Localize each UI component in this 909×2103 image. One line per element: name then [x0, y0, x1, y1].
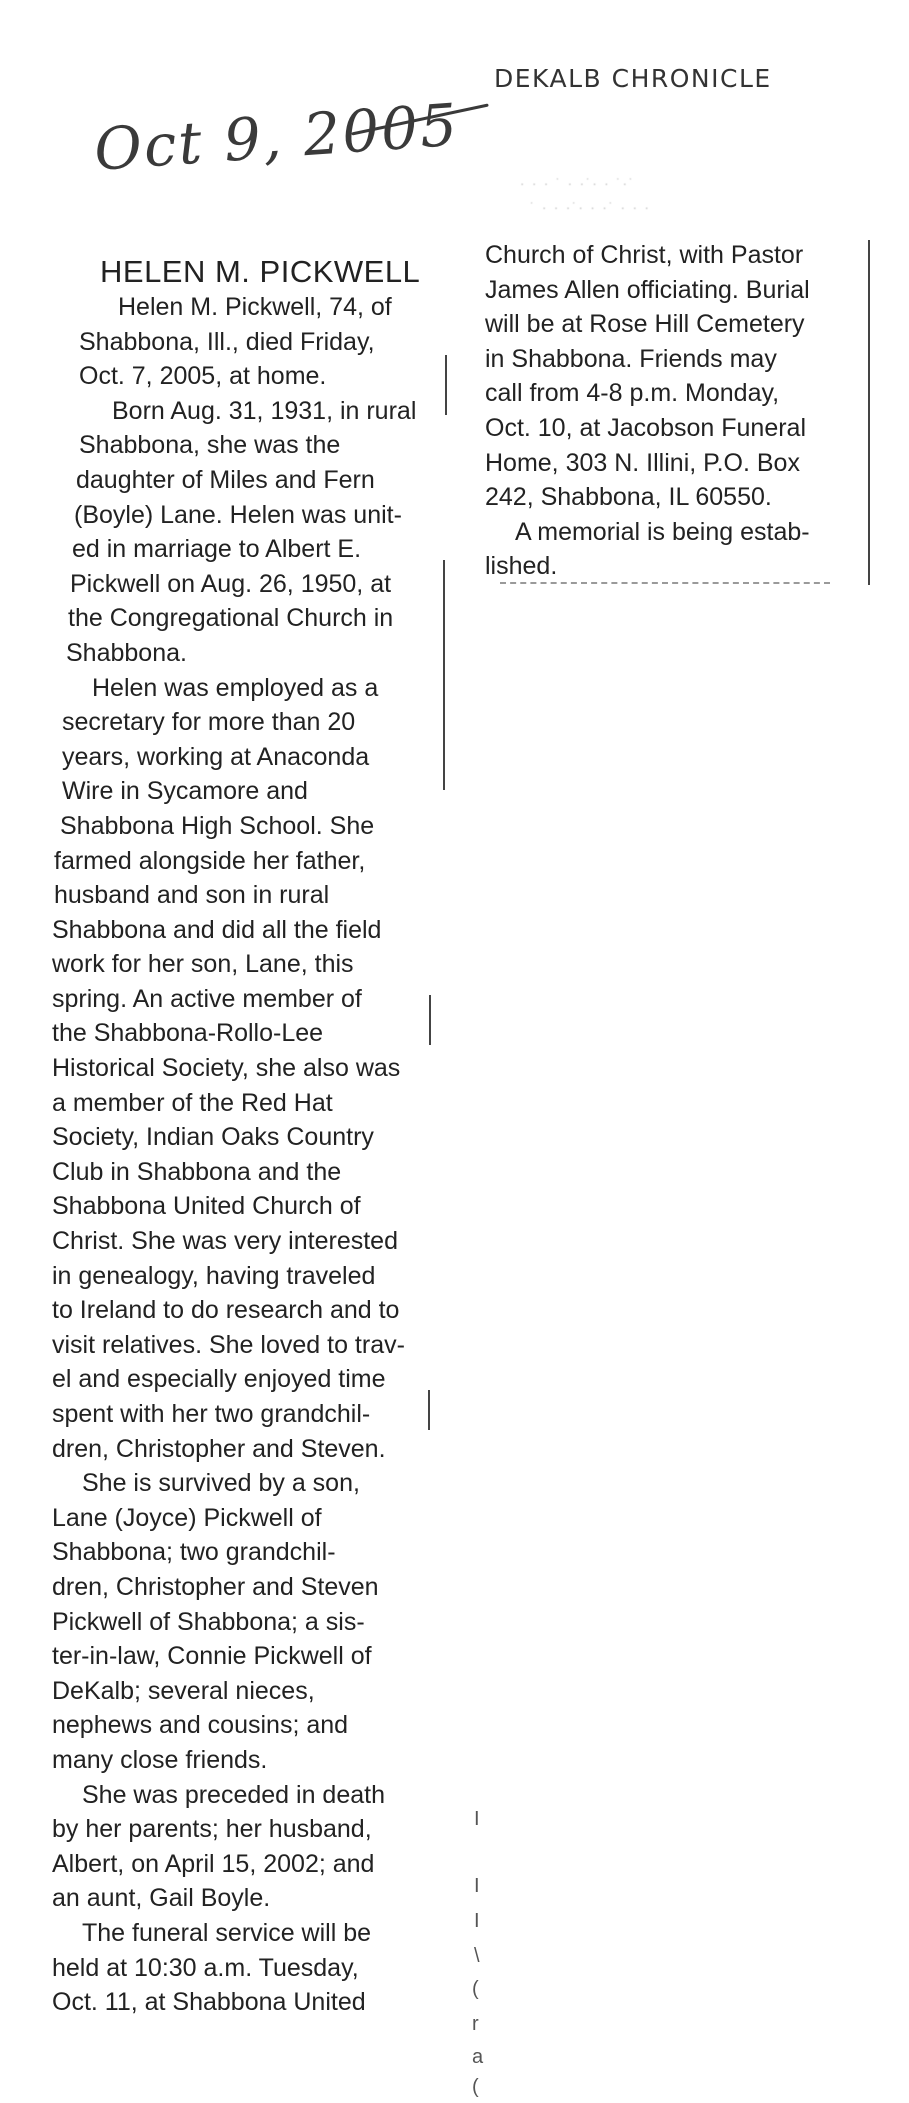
text-line: Shabbona and did all the field — [52, 915, 382, 944]
masthead: DEKALB CHRONICLE — [494, 64, 772, 93]
obituary-headline: HELEN M. PICKWELL — [100, 254, 421, 289]
text-line: the Congregational Church in — [68, 604, 394, 633]
margin-fragment: I — [474, 1875, 480, 1897]
obituary-left-column — [52, 290, 452, 2020]
text-line: Oct. 11, at Shabbona United — [52, 1988, 366, 2017]
text-line: (Boyle) Lane. Helen was unit- — [74, 500, 402, 529]
margin-fragment: I — [474, 1808, 480, 1830]
text-line: Society, Indian Oaks Country — [52, 1123, 374, 1152]
text-line: Albert, on April 15, 2002; and — [52, 1849, 375, 1878]
text-line: nephews and cousins; and — [52, 1711, 349, 1740]
text-line: work for her son, Lane, this — [52, 950, 354, 979]
text-line: Wire in Sycamore and — [62, 777, 308, 806]
text-line: James Allen officiating. Burial — [485, 275, 810, 304]
text-line: spring. An active member of — [52, 984, 362, 1013]
text-line: She is survived by a son, — [82, 1469, 360, 1498]
text-line: husband and son in rural — [54, 881, 330, 910]
text-line: Lane (Joyce) Pickwell of — [52, 1503, 322, 1532]
faint-bleedthrough-text: ˙ · · ·˙· · ·˙ · · · — [530, 200, 651, 215]
column-rule — [868, 240, 870, 585]
text-line: will be at Rose Hill Cemetery — [485, 310, 805, 339]
margin-fragment: ( — [472, 2076, 479, 2098]
text-line: ed in marriage to Albert E. — [72, 535, 362, 564]
text-line: call from 4-8 p.m. Monday, — [485, 379, 780, 408]
text-line: DeKalb; several nieces, — [52, 1676, 315, 1705]
margin-fragment: ( — [472, 1978, 479, 2000]
text-line: Pickwell on Aug. 26, 1950, at — [70, 569, 392, 598]
text-line: many close friends. — [52, 1745, 268, 1774]
text-line: the Shabbona-Rollo-Lee — [52, 1019, 324, 1048]
faint-bleedthrough-text: · · · ˙ · ·˙· · ˙·˙ — [520, 176, 636, 191]
text-line: farmed alongside her father, — [54, 846, 366, 875]
margin-fragment: r — [472, 2013, 479, 2035]
text-line: Shabbona United Church of — [52, 1192, 361, 1221]
text-line: Oct. 10, at Jacobson Funeral — [485, 413, 807, 442]
text-line: spent with her two grandchil- — [52, 1400, 371, 1428]
text-line: 242, Shabbona, IL 60550. — [485, 483, 772, 512]
margin-fragment: a — [472, 2046, 484, 2068]
text-line: Historical Society, she also was — [52, 1054, 401, 1083]
text-line: daughter of Miles and Fern — [76, 465, 375, 494]
text-line: to Ireland to do research and to — [52, 1296, 400, 1325]
text-line: Pickwell of Shabbona; a sis- — [52, 1607, 365, 1636]
text-line: an aunt, Gail Boyle. — [52, 1884, 271, 1913]
text-line: The funeral service will be — [82, 1918, 372, 1947]
column-rule — [443, 560, 445, 790]
text-line: by her parents; her husband, — [52, 1815, 372, 1844]
text-line: Shabbona; two grandchil- — [52, 1538, 336, 1567]
text-line: Church of Christ, with Pastor — [485, 241, 804, 269]
text-line: dren, Christopher and Steven. — [52, 1434, 386, 1463]
text-line: Helen was employed as a — [92, 673, 379, 702]
text-line: Shabbona, Ill., died Friday, — [79, 327, 375, 356]
column-rule — [429, 995, 431, 1045]
text-line: Helen M. Pickwell, 74, of — [118, 293, 392, 321]
text-line: A memorial is being estab- — [515, 517, 810, 546]
text-line: visit relatives. She loved to trav- — [52, 1330, 405, 1359]
text-line: Shabbona, she was the — [79, 431, 341, 460]
text-line: years, working at Anaconda — [62, 742, 370, 771]
obituary-right-column — [485, 238, 855, 584]
text-line: Club in Shabbona and the — [52, 1157, 342, 1186]
margin-fragment: I — [474, 1910, 480, 1932]
text-line: in Shabbona. Friends may — [485, 344, 777, 373]
handwritten-date: Oct 9, 2005 — [92, 90, 462, 184]
text-line: a member of the Red Hat — [52, 1088, 333, 1117]
text-line: Oct. 7, 2005, at home. — [79, 362, 327, 391]
text-line: Christ. She was very interested — [52, 1227, 398, 1256]
text-line: secretary for more than 20 — [62, 708, 356, 737]
text-line: el and especially enjoyed time — [52, 1365, 386, 1394]
text-line: lished. — [485, 552, 558, 581]
text-line: held at 10:30 a.m. Tuesday, — [52, 1953, 359, 1982]
margin-fragment: \ — [474, 1945, 480, 1967]
text-line: Shabbona. — [66, 638, 187, 667]
column-rule — [428, 1390, 430, 1430]
clipping-cut-line — [500, 582, 830, 584]
text-line: ter-in-law, Connie Pickwell of — [52, 1642, 372, 1671]
text-line: dren, Christopher and Steven — [52, 1572, 379, 1601]
text-line: Born Aug. 31, 1931, in rural — [112, 396, 417, 425]
text-line: Shabbona High School. She — [60, 811, 375, 840]
column-rule — [445, 355, 447, 415]
text-line: in genealogy, having traveled — [52, 1261, 376, 1290]
text-line: She was preceded in death — [82, 1780, 385, 1809]
text-line: Home, 303 N. Illini, P.O. Box — [485, 448, 800, 477]
